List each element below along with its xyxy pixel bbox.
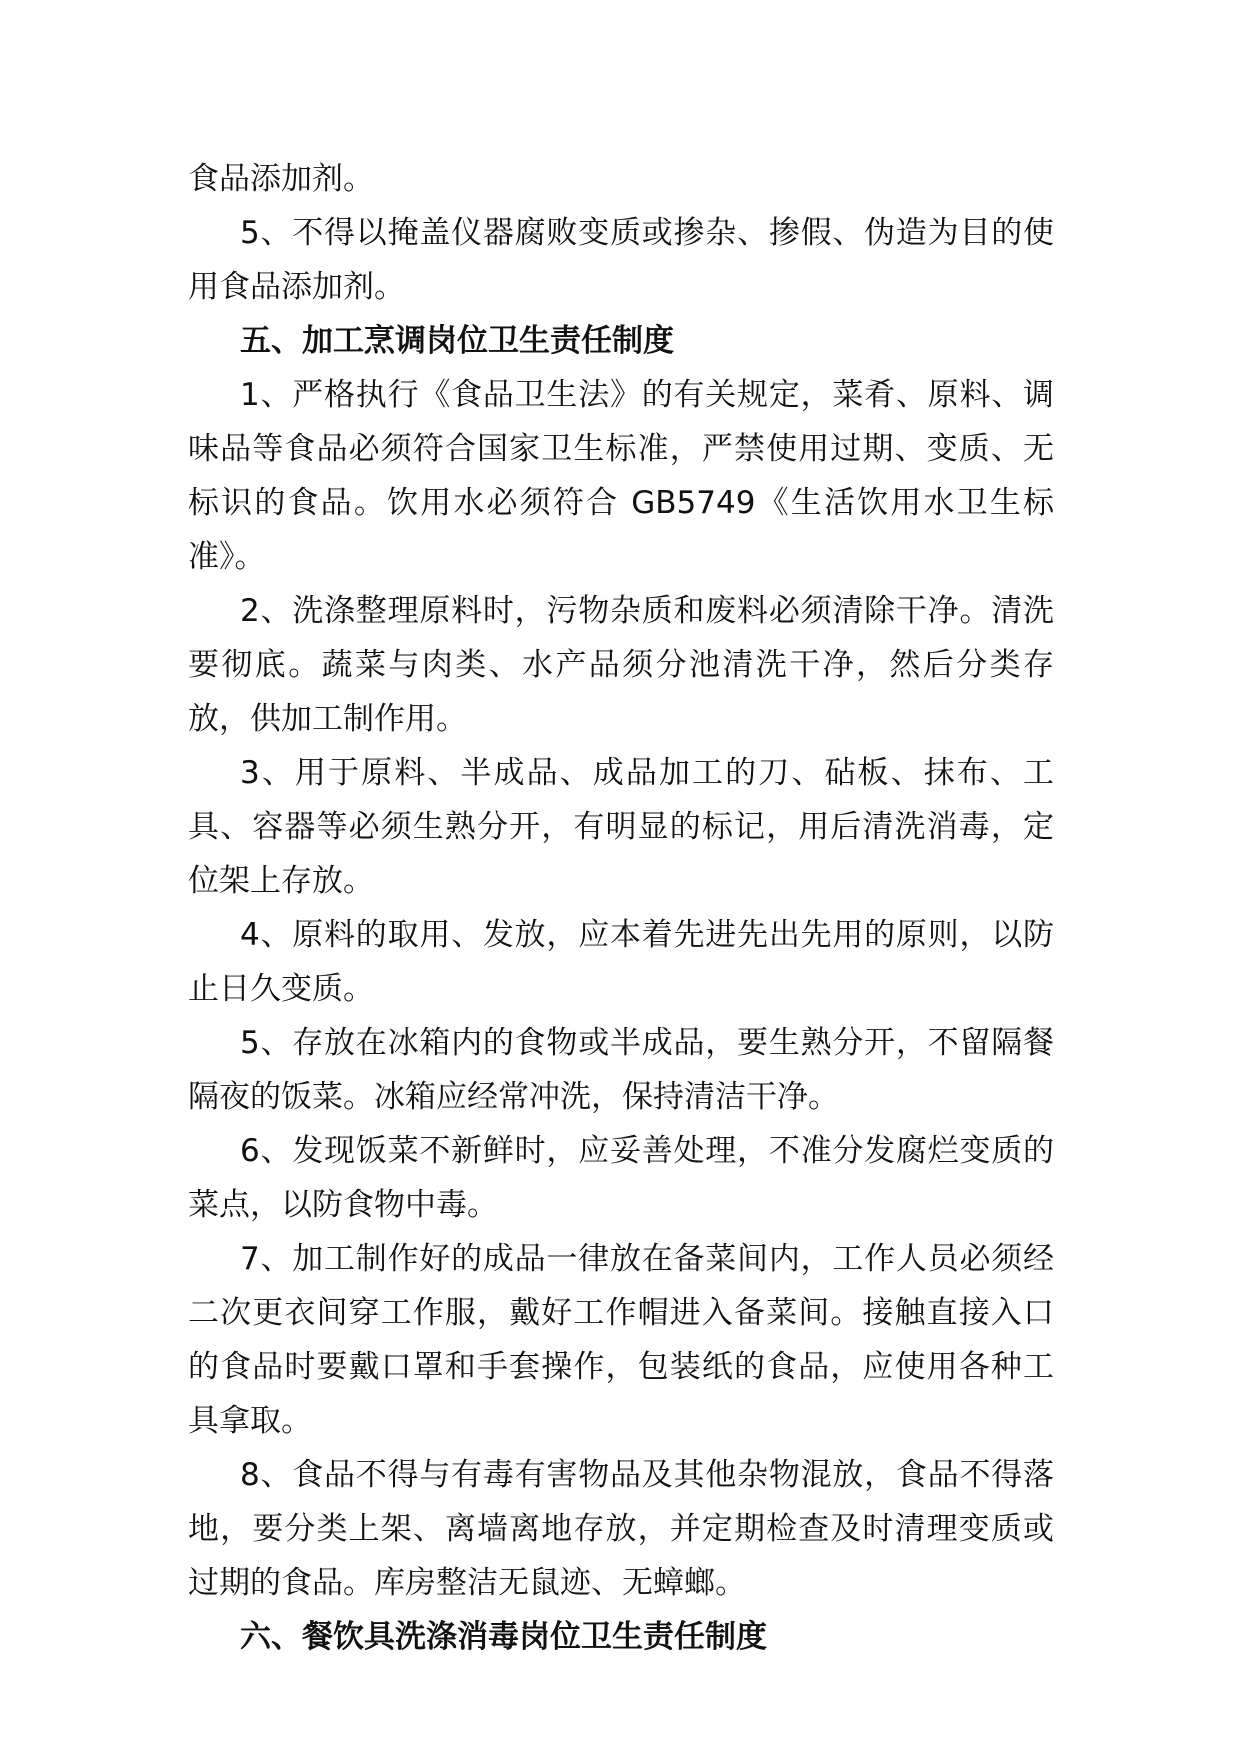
- paragraph-item-8: 8、食品不得与有毒有害物品及其他杂物混放，食品不得落地，要分类上架、离墙离地存放，并定期检查及时清理变质或过期的食品。库房整洁无鼠迹、无蟑螂。: [188, 1457, 1054, 1601]
- paragraph-item-3: 3、用于原料、半成品、成品加工的刀、砧板、抹布、工具、容器等必须生熟分开，有明显的标记，用后清洗消毒，定位架上存放。: [188, 755, 1054, 899]
- paragraph-item-5b: 5、存放在冰箱内的食物或半成品，要生熟分开，不留隔餐隔夜的饭菜。冰箱应经常冲洗，保持清洁干净。: [188, 1025, 1054, 1115]
- paragraph-item-4: 4、原料的取用、发放，应本着先进先出先用的原则，以防止日久变质。: [188, 917, 1054, 1007]
- section-heading-6: 六、餐饮具洗涤消毒岗位卫生责任制度: [240, 1619, 767, 1655]
- paragraph-item-5: 5、不得以掩盖仪器腐败变质或掺杂、掺假、伪造为目的使用食品添加剂。: [188, 215, 1054, 305]
- paragraph-continuation: 食品添加剂。: [188, 161, 374, 197]
- paragraph-item-1: 1、严格执行《食品卫生法》的有关规定，菜肴、原料、调味品等食品必须符合国家卫生标准，严禁使用过期、变质、无标识的食品。饮用水必须符合 GB5749《生活饮用水卫生标准》。: [188, 377, 1054, 575]
- paragraph-item-6: 6、发现饭菜不新鲜时，应妥善处理，不准分发腐烂变质的菜点，以防食物中毒。: [188, 1133, 1054, 1223]
- section-heading-5: 五、加工烹调岗位卫生责任制度: [240, 323, 674, 359]
- paragraph-item-7: 7、加工制作好的成品一律放在备菜间内，工作人员必须经二次更衣间穿工作服，戴好工作帽进入备菜间。接触直接入口的食品时要戴口罩和手套操作，包装纸的食品，应使用各种工具拿取。: [188, 1241, 1054, 1439]
- document-body: [188, 152, 1054, 1664]
- paragraph-item-2: 2、洗涤整理原料时，污物杂质和废料必须清除干净。清洗要彻底。蔬菜与肉类、水产品须分池清洗干净，然后分类存放，供加工制作用。: [188, 593, 1054, 737]
